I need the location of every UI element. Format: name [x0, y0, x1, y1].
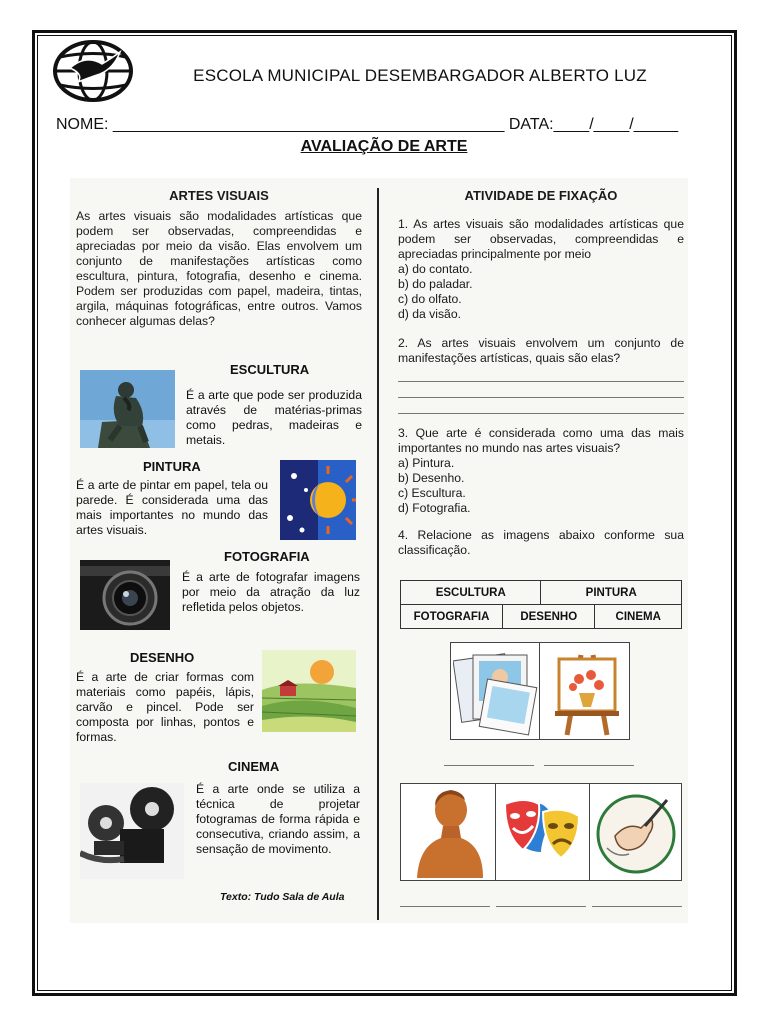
photographs-image	[453, 647, 539, 737]
fotografia-title: FOTOGRAFIA	[224, 549, 310, 564]
desenho-title: DESENHO	[130, 650, 195, 665]
text-credit: Texto: Tudo Sala de Aula	[220, 891, 345, 903]
right-column	[398, 188, 684, 568]
table-cell-cinema: CINEMA	[595, 605, 682, 629]
escultura-title: ESCULTURA	[230, 362, 310, 377]
hand-drawing-image	[593, 788, 679, 878]
q3-option-b[interactable]: b) Desenho.	[398, 471, 465, 485]
theater-masks-image	[499, 792, 587, 874]
q1-option-c[interactable]: c) do olfato.	[398, 292, 462, 306]
question-1	[398, 217, 684, 322]
table-cell-desenho: DESENHO	[503, 605, 595, 629]
q1-option-b[interactable]: b) do paladar.	[398, 277, 473, 291]
globe-bird-logo-icon	[50, 38, 136, 104]
school-name: ESCOLA MUNICIPAL DESEMBARGADOR ALBERTO LUZ	[193, 66, 647, 85]
sun-moon-painting-image	[280, 460, 356, 540]
answer-blank[interactable]	[544, 765, 634, 766]
q3-option-d[interactable]: d) Fotografia.	[398, 501, 471, 515]
camera-lens-image	[80, 560, 170, 630]
name-date-line: NOME: ____________________________________________ DATA:____/____/_____	[56, 116, 679, 133]
question-3-text: 3. Que arte é considerada como uma das mais importantes no mundo nas artes visuais?	[398, 426, 684, 455]
table-cell-escultura: ESCULTURA	[401, 581, 541, 605]
pintura-text: É a arte de pintar em papel, tela ou parede. É considerada uma das mais importantes no mundo das artes visuais.	[76, 478, 268, 537]
q1-option-a[interactable]: a) do contato.	[398, 262, 473, 276]
left-column	[76, 188, 362, 329]
answer-line[interactable]	[398, 384, 684, 398]
answer-blank[interactable]	[592, 906, 682, 907]
artes-visuais-heading: ARTES VISUAIS	[169, 188, 269, 203]
image-row-1	[450, 642, 630, 740]
fotografia-text: É a arte de fotografar imagens por meio da atração da luz refletida pelos objetos.	[182, 570, 360, 614]
column-divider	[377, 188, 379, 920]
escultura-text: É a arte que pode ser produzida através de matérias-primas como pedras, madeiras e metais.	[186, 388, 362, 447]
answer-blank[interactable]	[400, 906, 490, 907]
question-2-text: 2. As artes visuais envolvem um conjunto de manifestações artísticas, quais são elas?	[398, 336, 684, 365]
desenho-text: É a arte de criar formas com materiais como papéis, lápis, carvão e pincel. Pode ser composta por linhas, pontos e formas.	[76, 670, 254, 744]
answer-blank[interactable]	[444, 765, 534, 766]
easel-painting-image	[547, 647, 627, 737]
pintura-title: PINTURA	[143, 459, 201, 474]
exam-title: AVALIAÇÃO DE ARTE	[300, 138, 468, 155]
film-projector-image	[80, 783, 184, 879]
question-1-text: 1. As artes visuais são modalidades artísticas que podem ser observadas, compreendidas e apreciadas principalmente por meio	[398, 217, 684, 261]
q1-option-d[interactable]: d) da visão.	[398, 307, 462, 321]
image-row-2	[400, 783, 682, 881]
table-cell-pintura: PINTURA	[541, 581, 682, 605]
bust-sculpture-image	[405, 786, 491, 880]
question-4	[398, 528, 684, 558]
intro-text: As artes visuais são modalidades artísticas que podem ser observadas, compreendidas e apreciadas por meio da visão. Elas envolvem um conjunto de manifestações artísticas como escultura, pintura, fotografia, desenho e cinema. Podem ser produzidas com papel, madeira, tintas, argila, máquinas fotográficas, entre outros. Vamos conhecer algumas delas?	[76, 209, 362, 328]
cinema-title: CINEMA	[228, 759, 280, 774]
question-3	[398, 426, 684, 516]
classification-table	[400, 580, 682, 629]
table-cell-fotografia: FOTOGRAFIA	[401, 605, 503, 629]
q3-option-a[interactable]: a) Pintura.	[398, 456, 455, 470]
answer-line[interactable]	[398, 368, 684, 382]
cinema-text: É a arte onde se utiliza a técnica de projetar fotogramas de forma rápida e consecutiva, criando assim, a sensação de movimento.	[196, 782, 360, 856]
answer-blank[interactable]	[496, 906, 586, 907]
thinker-sculpture-image	[80, 370, 175, 448]
q3-option-c[interactable]: c) Escultura.	[398, 486, 466, 500]
answer-line[interactable]	[398, 400, 684, 414]
question-2	[398, 336, 684, 414]
question-4-text: 4. Relacione as imagens abaixo conforme sua classificação.	[398, 528, 684, 557]
landscape-drawing-image	[262, 650, 356, 732]
atividade-heading: ATIVIDADE DE FIXAÇÃO	[464, 188, 618, 203]
